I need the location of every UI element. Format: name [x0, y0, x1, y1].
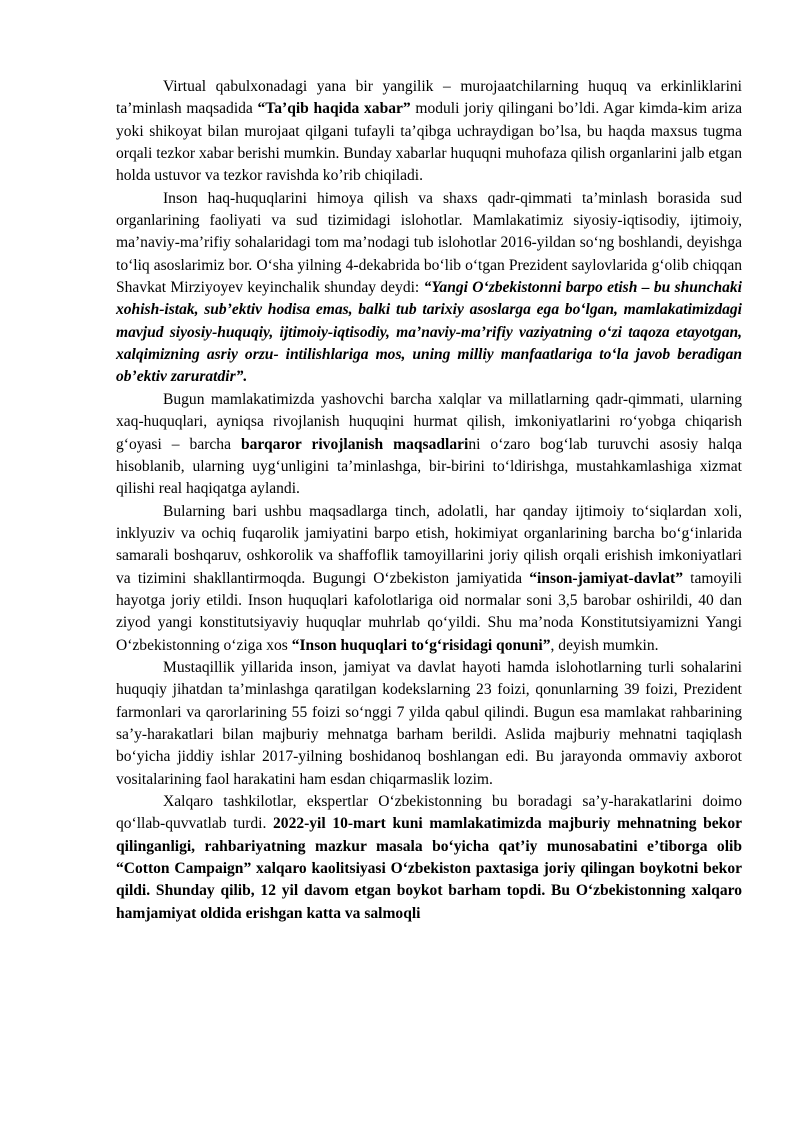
paragraph-3-bold-term: barqaror rivojlanish maqsadlari [240, 435, 469, 453]
paragraph-4-text-cont: tamoyili hayotga joriy etildi. Inson huquqlari kafolotlariga oid normalar soni 3,5 barobar oshirildi, 40 dan ziyod yangi konstitutsiyaviy huquqlar muhrlab qo‘yildi. Shu ma’noda Konstitutsiyamizni Yangi O‘zbekistonning o‘ziga xos [116, 569, 742, 654]
paragraph-3-text-cont: ni o‘zaro bog‘lab turuvchi asosiy halqa hisoblanib, ularning uyg‘unligini ta’minlashga, bir-birini to‘ldirishga, mustahkamlashiga xizmat qilishi real haqiqatga aylandi. [116, 435, 742, 498]
document-page [116, 76, 742, 925]
paragraph-4-text-end: , deyish mumkin. [550, 636, 659, 654]
paragraph-4-bold-principle: “inson-jamiyat-davlat” [529, 569, 683, 587]
paragraph-2 [116, 188, 742, 389]
paragraph-5 [116, 657, 742, 791]
paragraph-1 [116, 76, 742, 188]
paragraph-1-bold-module-name: “Ta’qib haqida xabar” [257, 100, 411, 118]
paragraph-6-text: Xalqaro tashkilotlar, ekspertlar O‘zbekistonning bu boradagi sa’y-harakatlarini doimo qo‘llab-quvvatlab turdi. [116, 793, 742, 833]
paragraph-6-bold-text: 2022-yil 10-mart kuni mamlakatimizda majburiy mehnatning bekor qilinganligi, rahbariyatning mazkur masala bo‘yicha qat’iy munosabatini e’tiborga olib “Cotton Campaign” xalqaro kaolitsiyasi O‘zbekiston paxtasiga joriy qilingan boykotni bekor qildi. Shunday qilib, 12 yil davom etgan boykot barham topdi. Bu O‘zbekistonning xalqaro hamjamiyat oldida erishgan katta va salmoqli [116, 815, 742, 922]
paragraph-4 [116, 501, 742, 657]
paragraph-6 [116, 791, 742, 925]
paragraph-2-quote: “Yangi O‘zbekistonni barpo etish – bu shunchaki xohish-istak, sub’ektiv hodisa emas, balki tub tarixiy asoslarga ega bo‘lgan, mamlakatimizdagi mavjud siyosiy-huquqiy, ijtimoiy-iqtisodiy, ma’naviy-ma’rifiy vaziyatning o‘zi taqoza etayotgan, xalqimizning asriy orzu- intilishlariga mos, uning milliy manfaatlariga to‘la javob beradigan ob’ektiv zaruratdir”. [116, 279, 742, 386]
paragraph-2-text: Inson haq-huquqlarini himoya qilish va shaxs qadr-qimmati ta’minlash borasida sud organlarining faoliyati va sud tizimidagi islohotlar. Mamlakatimiz siyosiy-iqtisodiy, ijtimoiy, ma’naviy-ma’rifiy sohalaridagi tom ma’nodagi tub islohotlar 2016-yildan so‘ng boshlandi, deyishga to‘liq asoslarimiz bor. O‘sha yilning 4-dekabrida bo‘lib o‘tgan Prezident saylovlarida g‘olib chiqqan Shavkat Mirziyoyev keyinchalik shunday deydi: [116, 189, 742, 297]
paragraph-1-text-cont: moduli joriy qilingani bo’ldi. Agar kimda-kim ariza yoki shikoyat bilan murojaat qilgani tufayli ta’qibga uchraydigan bo’lsa, bu haqda maxsus tugma orqali tezkor xabar berishi mumkin. Bunday xabarlar huquqni muhofaza qilish organlarini jalb etgan holda ustuvor va tezkor ravishda ko’rib chiqiladi. [116, 100, 743, 185]
paragraph-5-text: Mustaqillik yillarida inson, jamiyat va davlat hayoti hamda islohotlarning turli sohalarini huquqiy jihatdan ta’minlashga qaratilgan kodekslarning 23 foizi, qonunlarning 39 foizi, Prezident farmonlari va qarorlarining 55 foizi so‘nggi 7 yilda qabul qilindi. Bugun esa mamlakat rahbarining sa’y-harakatlari bilan majburiy mehnatga barham berildi. Aslida majburiy mehnatni taqiqlash bo‘yicha jiddiy ishlar 2017-yilning boshidanoq boshlangan edi. Bu jarayonda ommaviy axborot vositalarining faol harakatini ham esdan chiqarmaslik lozim. [116, 658, 742, 788]
paragraph-4-bold-law-name: “Inson huquqlari to‘g‘risidagi qonuni” [291, 636, 551, 654]
paragraph-4-text: Bularning bari ushbu maqsadlarga tinch, adolatli, har qanday ijtimoiy to‘siqlardan xoli, inklyuziv va ochiq fuqarolik jamiyatini barpo etish, hokimiyat organlarining barcha bo‘g‘inlarida samarali boshqaruv, oshkorolik va shaffoflik tamoyillarini joriy qilish orqali erishish imkoniyatlari va tizimini shakllantirmoqda. Bugungi O‘zbekiston jamiyatida [116, 502, 742, 587]
paragraph-3 [116, 389, 742, 501]
paragraph-3-text: Bugun mamlakatimizda yashovchi barcha xalqlar va millatlarning qadr-qimmati, ularning xaq-huquqlari, ayniqsa rivojlanish huquqini hurmat qilish, imkoniyatlarini ro‘yobga chiqarish g‘oyasi – barcha [116, 390, 742, 453]
paragraph-1-text: Virtual qabulxonadagi yana bir yangilik – murojaatchilarning huquq va erkinliklarini ta’minlash maqsadida [116, 78, 742, 118]
